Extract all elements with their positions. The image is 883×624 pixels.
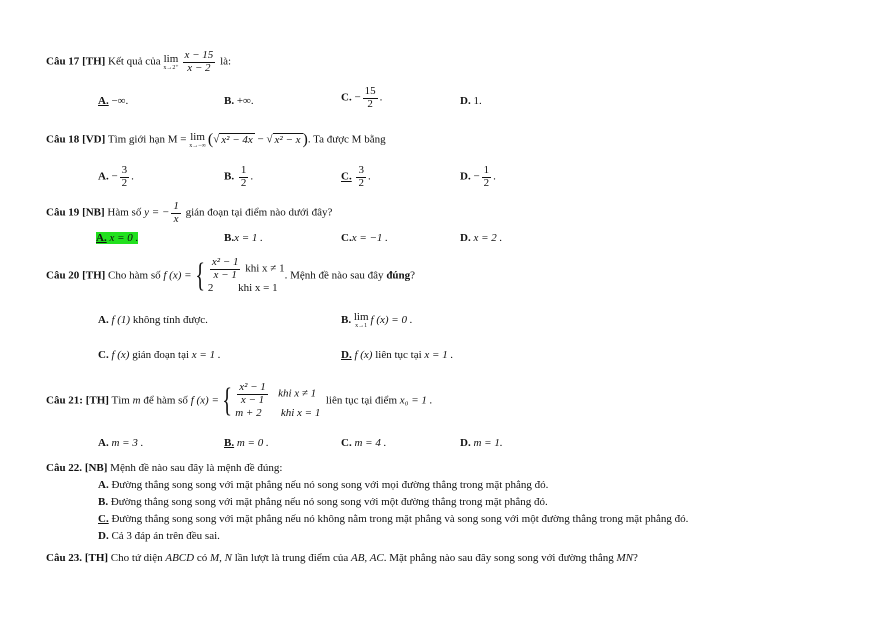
question-18: Câu 18 [VD] Tìm giới hạn M = lim x→−∞ (√ x² − 4x − √ x² − x ). Ta được M bằng — [46, 130, 386, 149]
radical: x² − 4x — [221, 133, 253, 146]
option-d: D. f (x) liên tục tại x = 1 . — [341, 349, 454, 361]
question-text: Hàm số — [107, 206, 142, 219]
option-b: B.x = 1 . — [224, 232, 263, 244]
question-22 — [46, 462, 282, 474]
option-d: D. Cả 3 đáp án trên đều sai. — [98, 530, 220, 542]
function-expression: y = − — [144, 206, 170, 219]
question-text-end: gián đoạn tại điểm nào dưới đây? — [185, 206, 333, 219]
question-label: Câu 21: — [46, 394, 83, 407]
option-a-highlighted: A. x = 0 . — [96, 232, 139, 244]
question-tag: [NB] — [82, 206, 105, 219]
option-d: D. − $\frac{1}{2}$ . — [460, 164, 496, 189]
option-b: B. +∞. — [224, 95, 254, 107]
option-a: A. −∞. — [98, 95, 129, 107]
question-23: Câu 23. [TH] Cho tứ diện ABCD có M, N lần lượt là trung điểm của AB, AC. Mặt phẳng nào sau đây song song với đường thẳng MN? — [46, 552, 638, 564]
question-text-end: liên tục tại điểm — [325, 394, 398, 407]
question-text: Kết quả của — [108, 55, 161, 68]
question-label: Câu 22. — [46, 462, 83, 474]
option-c: C. f (x) gián đoạn tại x = 1 . — [98, 349, 221, 361]
piecewise-cases: $\frac{\text{x² − 1}}{x - 1}$ khi x ≠ 1 2 khi x = 1 — [207, 256, 285, 295]
question-tag: [NB] — [84, 462, 108, 474]
fraction: $\frac{x - 15}{x - 2}$ — [184, 49, 214, 74]
radical: x² − x — [274, 133, 301, 146]
question-tag: [TH] — [82, 269, 106, 282]
option-c: C. $\frac{3}{2}$ . — [341, 164, 371, 189]
question-label: Câu 18 — [46, 133, 80, 146]
option-a: A. m = 3 . — [98, 437, 144, 449]
question-label: Câu 20 — [46, 269, 80, 282]
option-b: B. lim x→1 f (x) = 0 . — [341, 311, 413, 329]
question-tag: [TH] — [82, 55, 106, 68]
question-label: Câu 17 — [46, 55, 80, 68]
question-text-end: . Mệnh đề nào sau đây — [284, 269, 384, 282]
question-tag: [TH] — [84, 552, 109, 564]
question-text-end: . Ta được M bằng — [307, 133, 386, 146]
option-a: A. − $\frac{3}{2}$ . — [98, 164, 134, 189]
option-c: C. m = 4 . — [341, 437, 387, 449]
question-tag: [TH] — [85, 394, 109, 407]
question-label: Câu 23. — [46, 552, 83, 564]
option-b: B. m = 0 . — [224, 437, 269, 449]
question-17 — [46, 50, 231, 74]
question-label: Câu 19 — [46, 206, 80, 219]
option-c: C. Đường thẳng song song với mặt phẳng nếu nó không nằm trong mặt phẳng và song song với một đường thẳng trong mặt phẳng đó. — [98, 513, 689, 525]
limit-expression: lim x→2⁺ — [163, 52, 179, 71]
function-expression: f (x) = — [163, 269, 192, 282]
question-text-end: là: — [220, 55, 232, 68]
limit-expression: lim x→−∞ — [189, 130, 206, 149]
option-c: C. − $\frac{15}{2}$ . — [341, 85, 383, 110]
piecewise-cases: $\frac{\text{x² − 1}}{x - 1}$ khi x ≠ 1 m + 2 khi x = 1 — [235, 381, 321, 420]
question-19 — [46, 201, 332, 225]
option-d: D. 1. — [460, 95, 482, 107]
option-c: C.x = −1 . — [341, 232, 388, 244]
question-20: Câu 20 [TH] Cho hàm số f (x) ={ $\frac{\text{x² − 1}}{x - 1}$ khi x ≠ 1 2 khi x = 1 . Mệnh đề nào sau đây đúng? — [46, 256, 416, 295]
question-text: Tìm — [111, 394, 130, 407]
option-a: A. Đường thẳng song song với mặt phẳng nếu nó song song với mọi đường thẳng trong mặt phẳng đó. — [98, 479, 549, 491]
question-text: Cho hàm số — [108, 269, 161, 282]
question-21: Câu 21: [TH] Tìm m để hàm số f (x) ={ $\frac{\text{x² − 1}}{x - 1}$ khi x ≠ 1 m + 2 khi x = 1 liên tục tại điểm x₀ = 1 . — [46, 381, 433, 420]
option-d: D. m = 1. — [460, 437, 503, 449]
option-b: B. Đường thẳng song song với mặt phẳng nếu nó song song với một đường thẳng trong mặt phẳng đó. — [98, 496, 548, 508]
option-a: A. f (1) không tính được. — [98, 314, 208, 326]
question-tag: [VD] — [82, 133, 106, 146]
function-expression: f (x) = — [190, 394, 219, 407]
question-text: Mệnh đề nào sau đây là mệnh đề đúng: — [110, 462, 283, 474]
question-text: Tìm giới hạn M = — [107, 133, 187, 146]
option-d: D. x = 2 . — [460, 232, 503, 244]
fraction: $\frac{1}{x}$ — [173, 200, 179, 225]
option-b: B. $\frac{1}{2}$ . — [224, 164, 254, 189]
